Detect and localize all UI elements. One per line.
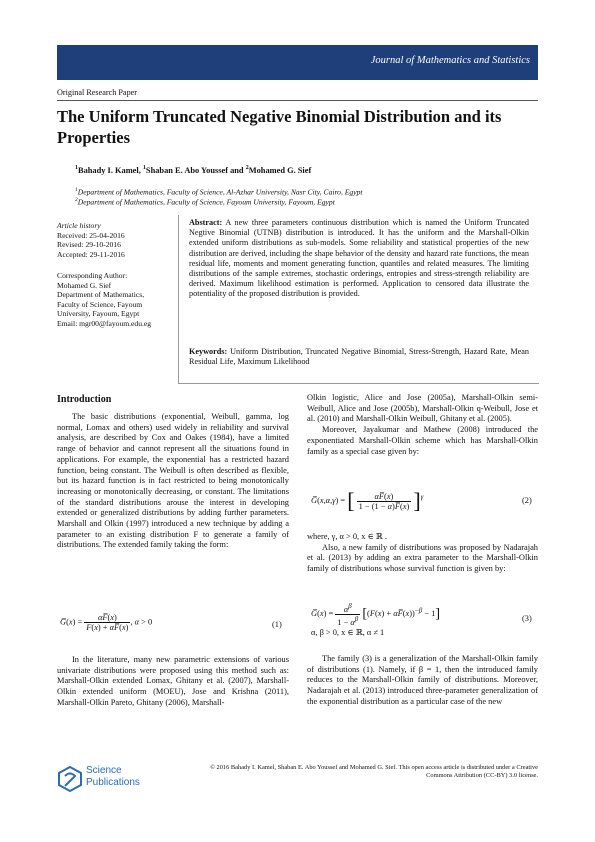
section-heading-introduction: Introduction [57, 394, 112, 405]
author-name: Shaban E. Abo Youssef and [145, 165, 246, 175]
abstract-label: Abstract: [189, 218, 223, 227]
intro-text: In the literature, many new parametric extensions of various univariate distributions were proposed using this method such as: Marshall-Olkin extended Lomax, Ghitany et al. (2007), Marshall-Olkin extended uniform (MOEU), Jose and Krishna (2011), Marshall-Olkin Pareto, Ghitany (2006), Marshall- [57, 655, 289, 707]
publisher-logo-icon [57, 765, 83, 793]
intro-text: The basic distributions (exponential, Weibull, gamma, log normal, Lomax and others) used widely in reliability and survival analysis, are described by Cox and Oakes (1984), have a limited range of behavior and cannot represent all the situations found in applications. For example, the exponential has a restricted hazard function, being constant. The Weibull is often described as flexible, but its hazard function is in fact restricted to being monotonically increasing or monotonically decreasing, or constant. The limitations of the standard distributions arouse the interest in developing extended or generalized distributions by adding further parameters. Marshall and Olkin (1997) introduced a new technique by adding a parameter to an existing distribution F to generate a family of distributions. The extended family taking the form: [57, 412, 289, 550]
equation-3-conditions: α, β > 0, x ∈ ℝ, α ≠ 1 [311, 628, 385, 637]
intro-text: Olkin logistic, Alice and Jose (2005a), Marshall-Olkin semi-Weibull, Alice and Jose (2005b), Marshall-Olkin q-Weibull, Jose et al. (2010) and Marshall-Olkin Weibull, Ghitany et al. (2005). [307, 393, 538, 424]
publisher-name-line1: Science [86, 765, 122, 776]
author-sup: 1 [75, 165, 78, 171]
corresponding-line: Faculty of Science, Fayoum [57, 299, 143, 309]
keywords-label: Keywords: [189, 347, 228, 356]
right-column-paragraph-2 [307, 532, 538, 575]
article-history [57, 221, 125, 259]
fraction: $\frac{\alpha^\beta}{1 - \alpha^\beta}$ [337, 602, 359, 627]
revised-date: Revised: 29-10-2016 [57, 240, 121, 250]
publisher-logo [57, 763, 139, 795]
corresponding-line: University, Fayoum, Egypt [57, 309, 140, 319]
publisher-name-line2: Publications [86, 777, 140, 788]
corresponding-author [57, 271, 151, 329]
affiliation-sup: 1 [75, 187, 78, 193]
affiliation-2 [75, 197, 335, 207]
keywords-text: Uniform Distribution, Truncated Negative Binomial, Stress-Strength, Hazard Rate, Mean Residual Life, Maximum Likelihood [189, 347, 529, 367]
author-list [75, 165, 311, 175]
author-sup: 1 [142, 165, 146, 171]
fraction: $\frac{\alpha F̅(x)}{F(x) + \alpha F̅(x)}$ [86, 613, 129, 632]
equation-number: (3) [522, 614, 532, 623]
article-type: Original Research Paper [57, 88, 138, 97]
corresponding-line: Department of Mathematics, [57, 290, 145, 300]
intro-paragraph-1 [57, 412, 289, 551]
corresponding-email[interactable]: Email: mgr00@fayoum.edu.eg [57, 318, 152, 328]
abstract-text: A new three parameters continuous distribution which is named the Uniform Truncated Negtive Binomial (UTNB) distribution is introduced. It has the uniform and the Marshall-Olkin extended uniform distributions as sub-models. Some reliability and statistical properties of the new distribution are derived, including the shape behavior of the density and hazard rate functions, the mean residual life, moments and moment generating function, quantiles and related measures. The limiting distributions of the sample extremes, stochastic orderings, entropies and stress-strength reliability are derived. Maximum likelihood estimation is performed. Application to censored data illustrate the potentiality of the proposed distribution is provided. [189, 218, 529, 299]
right-column-paragraph-1 [307, 393, 538, 457]
abstract [189, 218, 529, 300]
equation-1: G̅(x) = $\frac{\alpha F̅(x)}{F(x) + \alpha F̅(x)}$ , α > 0 [60, 613, 153, 632]
fraction: $\frac{\alpha F̅(x)}{1 - (1 - \alpha)F̅(x)}$ [358, 491, 410, 511]
affiliation-sup: 2 [75, 197, 78, 203]
intro-text: where, γ, α > 0, x ∈ ℝ . [307, 532, 387, 541]
equation-3: G̅(x) = $\frac{\alpha^\beta}{1 - \alpha^\beta}$ [(F(x) + αF̅(x))$^{-\beta}$ − 1] [311, 602, 441, 627]
intro-text: The family (3) is a generalization of the Marshall-Olkin family of distributions (1). Namely, if β = 1, then the introduced family reduces to the Marshall-Olkin family of distributions. Moreover, Nadarajah et al. (2013) introduced three-parameter generalization of the exponential distribution as a particular case of the new [307, 654, 538, 706]
author-sup: 2 [245, 165, 249, 171]
license-notice: © 2016 Bahady I. Kamel, Shaban E. Abo Youssef and Mohamed G. Sief. This open access article is distributed under a Creative Commons Attribution (CC-BY) 3.0 license. [210, 764, 538, 780]
affiliation-text: Department of Mathematics, Faculty of Science, Fayoum University, Fayoum, Egypt [77, 197, 335, 207]
affiliation-1 [75, 187, 362, 197]
received-date: Received: 25-04-2016 [57, 230, 125, 240]
corresponding-label: Corresponding Author: [57, 271, 128, 280]
journal-name: Journal of Mathematics and Statistics [370, 55, 530, 66]
equation-number: (1) [272, 620, 282, 629]
history-label: Article history [57, 221, 101, 230]
equation-number: (2) [522, 496, 532, 505]
top-divider [57, 100, 538, 101]
author-name: Mohamed G. Sief [248, 165, 312, 175]
intro-text: Moreover, Jayakumar and Mathew (2008) introduced the exponentiated Marshall-Olkin scheme which has Marshall-Olkin family as a special case given by: [307, 425, 538, 456]
corresponding-line: Mohamed G. Sief [57, 280, 112, 290]
equation-2: G̅(x,α,γ) = [ $\frac{\alpha F̅(x)}{1 - (1 - \alpha)F̅(x)}$ ]$^\gamma$ [311, 488, 424, 513]
author-name: Bahady I. Kamel, [78, 165, 143, 175]
right-column-paragraph-3 [307, 654, 538, 708]
affiliation-text: Department of Mathematics, Faculty of Science, Al-Azhar University, Nasr City, Cairo, Egypt [77, 187, 363, 197]
accepted-date: Accepted: 29-11-2016 [57, 249, 125, 259]
intro-text: Also, a new family of distributions was proposed by Nadarajah et al. (2013) by adding an extra parameter to the Marshall-Olkin family of distributions whose survival function is given by: [307, 542, 538, 574]
paper-title: The Uniform Truncated Negative Binomial Distribution and its Properties [57, 107, 502, 147]
keywords [189, 347, 529, 367]
intro-paragraph-2 [57, 655, 289, 709]
journal-banner [57, 45, 538, 80]
